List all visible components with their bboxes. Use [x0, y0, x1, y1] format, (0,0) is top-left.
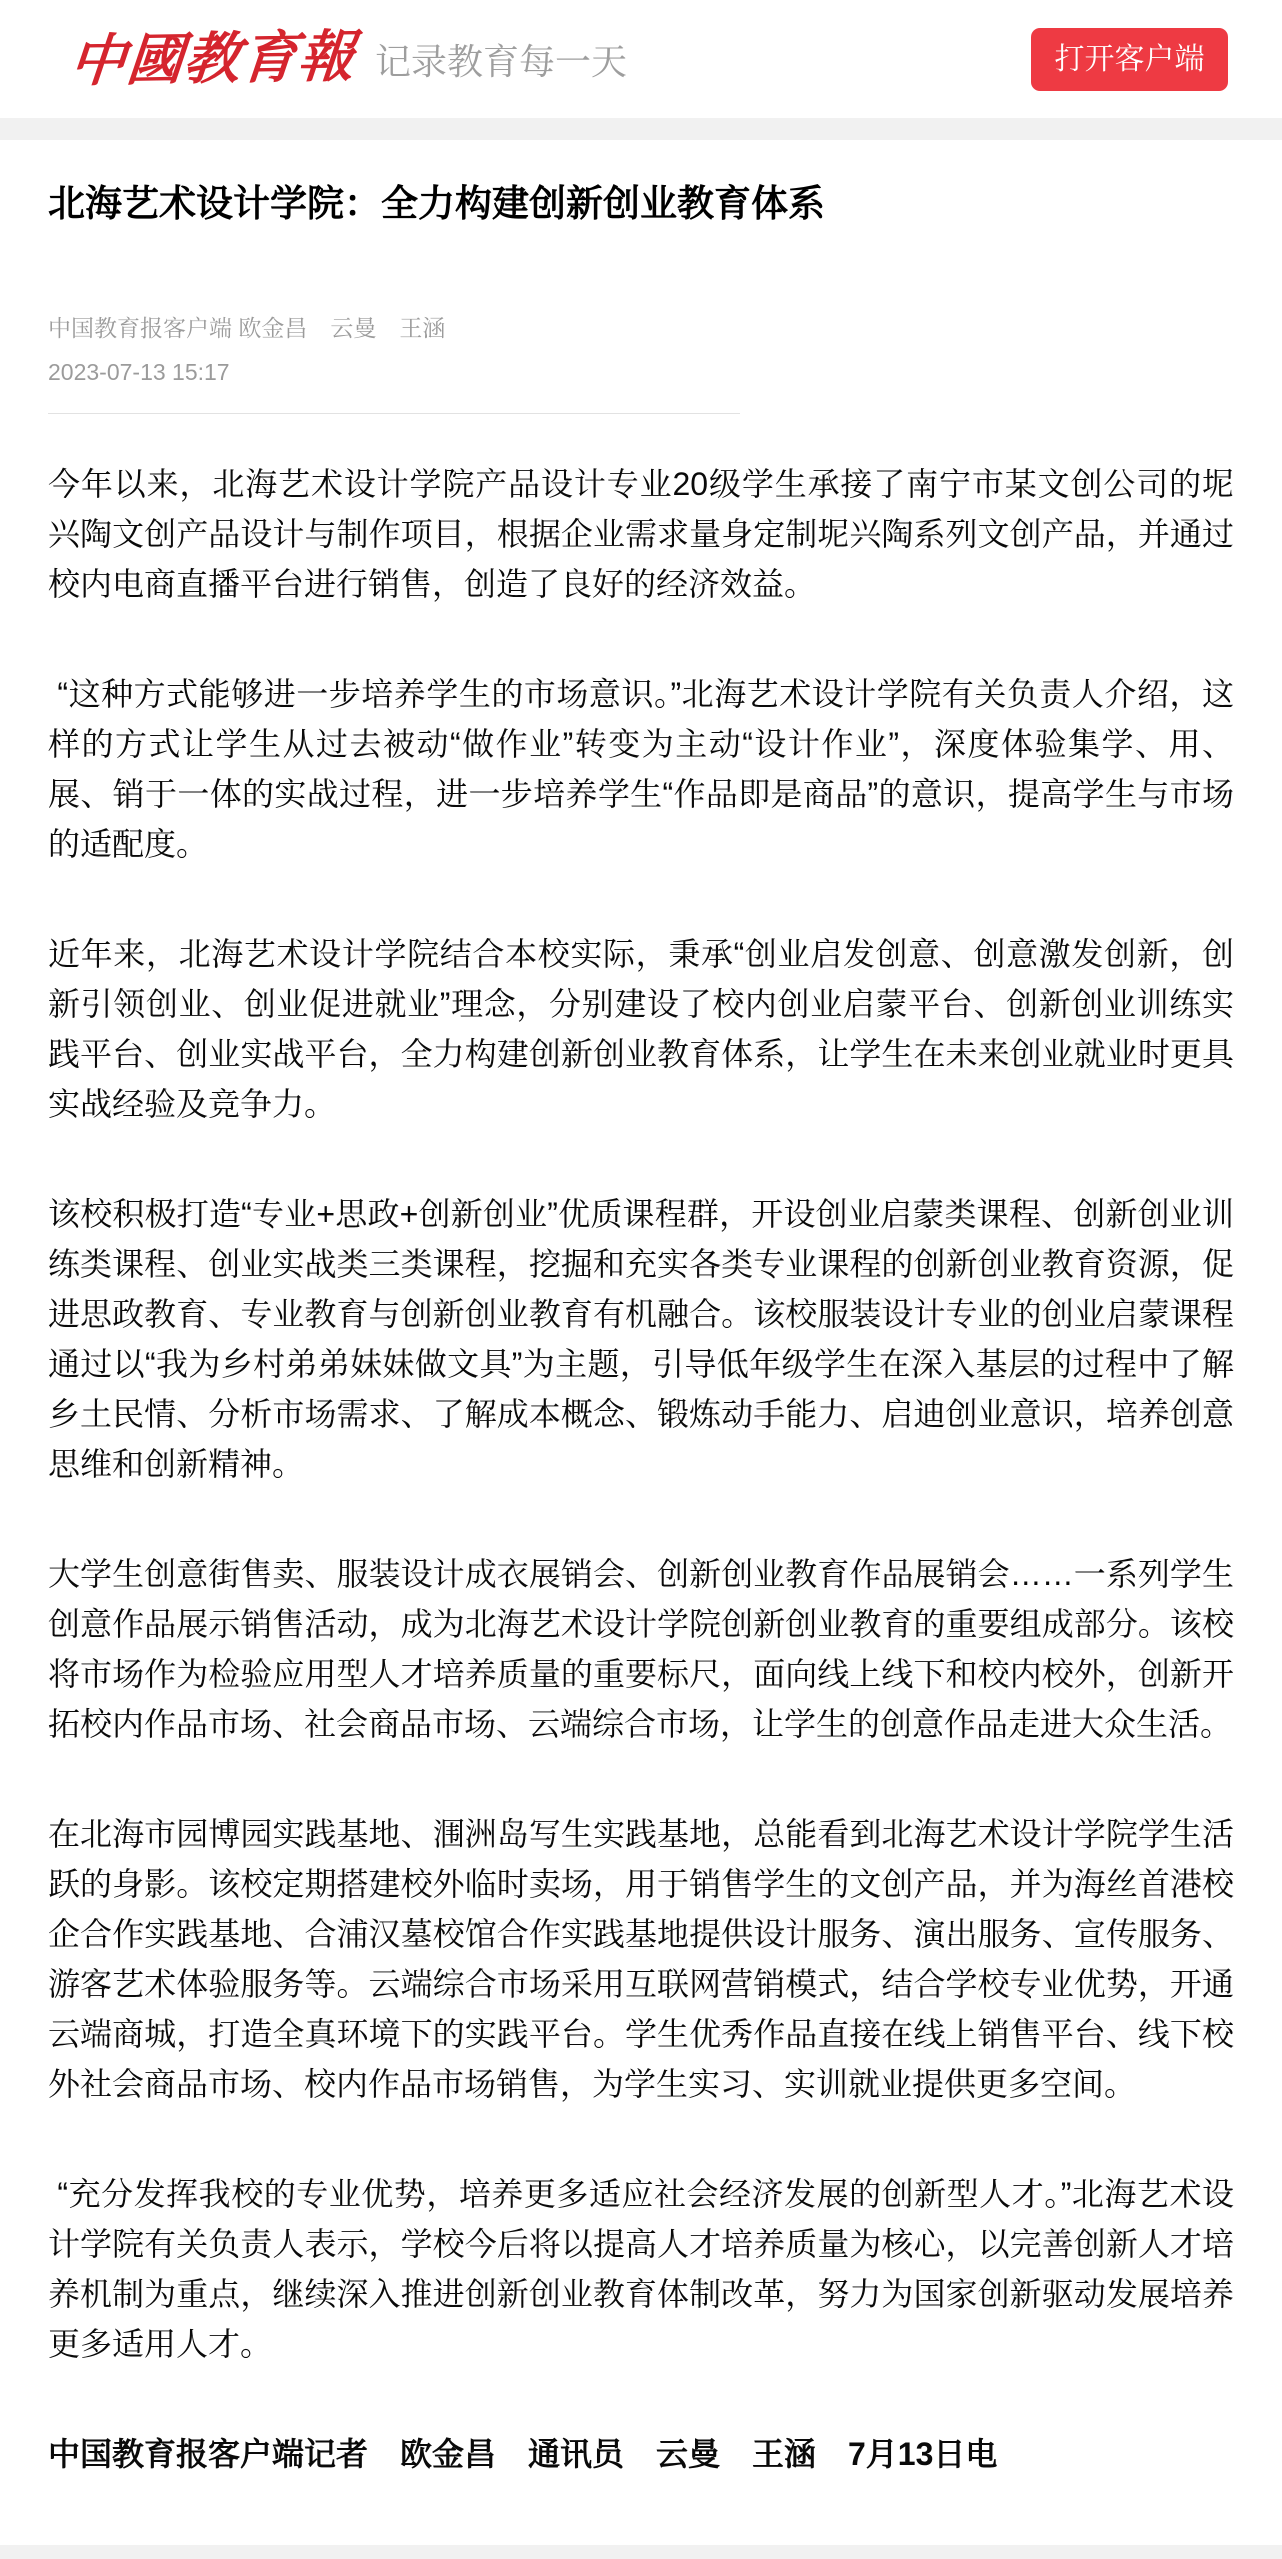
site-tagline: 记录教育每一天	[375, 40, 628, 82]
article-content	[0, 180, 1282, 2559]
article-publish-time: 2023-07-13 15:17	[48, 359, 230, 385]
article-byline: 中国教育报客户端 欧金昌 云曼 王涵	[48, 315, 446, 341]
meta-divider	[48, 413, 740, 414]
article-paragraph-6: 在北海市园博园实践基地、涠洲岛写生实践基地，总能看到北海艺术设计学院学生活跃的身影。该校定期搭建校外临时卖场，用于销售学生的文创产品，并为海丝首港校企合作实践基地、合浦汉墓校馆合作实践基地提供设计服务、演出服务、宣传服务、游客艺术体验服务等。云端综合市场采用互联网营销模式，结合学校专业优势，开通云端商城，打造全真环境下的实践平台。学生优秀作品直接在线上销售平台、线下校外社会商品市场、校内作品市场销售，为学生实习、实训就业提供更多空间。	[48, 1816, 1234, 2102]
logo-calligraphy-text: 中國教育報	[66, 23, 359, 95]
bottom-strip	[0, 2545, 1282, 2559]
article-paragraph-5: 大学生创意街售卖、服装设计成衣展销会、创新创业教育作品展销会……一系列学生创意作品展示销售活动，成为北海艺术设计学院创新创业教育的重要组成部分。该校将市场作为检验应用型人才培养质量的重要标尺，面向线上线下和校内校外，创新开拓校内作品市场、社会商品市场、云端综合市场，让学生的创意作品走进大众生活。	[48, 1556, 1234, 1742]
article-title: 北海艺术设计学院：全力构建创新创业教育体系	[48, 183, 825, 224]
site-header	[0, 0, 1282, 118]
open-app-button[interactable]: 打开客户端	[1031, 28, 1228, 91]
site-logo[interactable]	[66, 23, 359, 95]
article-paragraph-4: 该校积极打造“专业+思政+创新创业”优质课程群，开设创业启蒙类课程、创新创业训练类课程、创业实战类三类课程，挖掘和充实各类专业课程的创新创业教育资源，促进思政教育、专业教育与创新创业教育有机融合。该校服装设计专业的创业启蒙课程通过以“我为乡村弟弟妹妹做文具”为主题，引导低年级学生在深入基层的过程中了解乡土民情、分析市场需求、了解成本概念、锻炼动手能力、启迪创业意识，培养创意思维和创新精神。	[48, 1196, 1234, 1482]
article-body	[48, 459, 1234, 2479]
article-paragraph-1: 今年以来，北海艺术设计学院产品设计专业20级学生承接了南宁市某文创公司的坭兴陶文创产品设计与制作项目，根据企业需求量身定制坭兴陶系列文创产品，并通过校内电商直播平台进行销售，创造了良好的经济效益。	[48, 466, 1234, 602]
article-paragraph-3: 近年来，北海艺术设计学院结合本校实际，秉承“创业启发创意、创意激发创新，创新引领创业、创业促进就业”理念，分别建设了校内创业启蒙平台、创新创业训练实践平台、创业实战平台，全力构建创新创业教育体系，让学生在未来创业就业时更具实战经验及竞争力。	[48, 936, 1234, 1122]
article-paragraph-7: “充分发挥我校的专业优势，培养更多适应社会经济发展的创新型人才。”北海艺术设计学院有关负责人表示，学校今后将以提高人才培养质量为核心，以完善创新人才培养机制为重点，继续深入推进创新创业教育体制改革，努力为国家创新驱动发展培养更多适用人才。	[48, 2176, 1234, 2362]
header-divider-band	[0, 118, 1282, 140]
article-paragraph-2: “这种方式能够进一步培养学生的市场意识。”北海艺术设计学院有关负责人介绍，这样的方式让学生从过去被动“做作业”转变为主动“设计作业”，深度体验集学、用、展、销于一体的实战过程，进一步培养学生“作品即是商品”的意识，提高学生与市场的适配度。	[48, 676, 1234, 862]
article-signature: 中国教育报客户端记者 欧金昌 通讯员 云曼 王涵 7月13日电	[48, 2436, 998, 2472]
